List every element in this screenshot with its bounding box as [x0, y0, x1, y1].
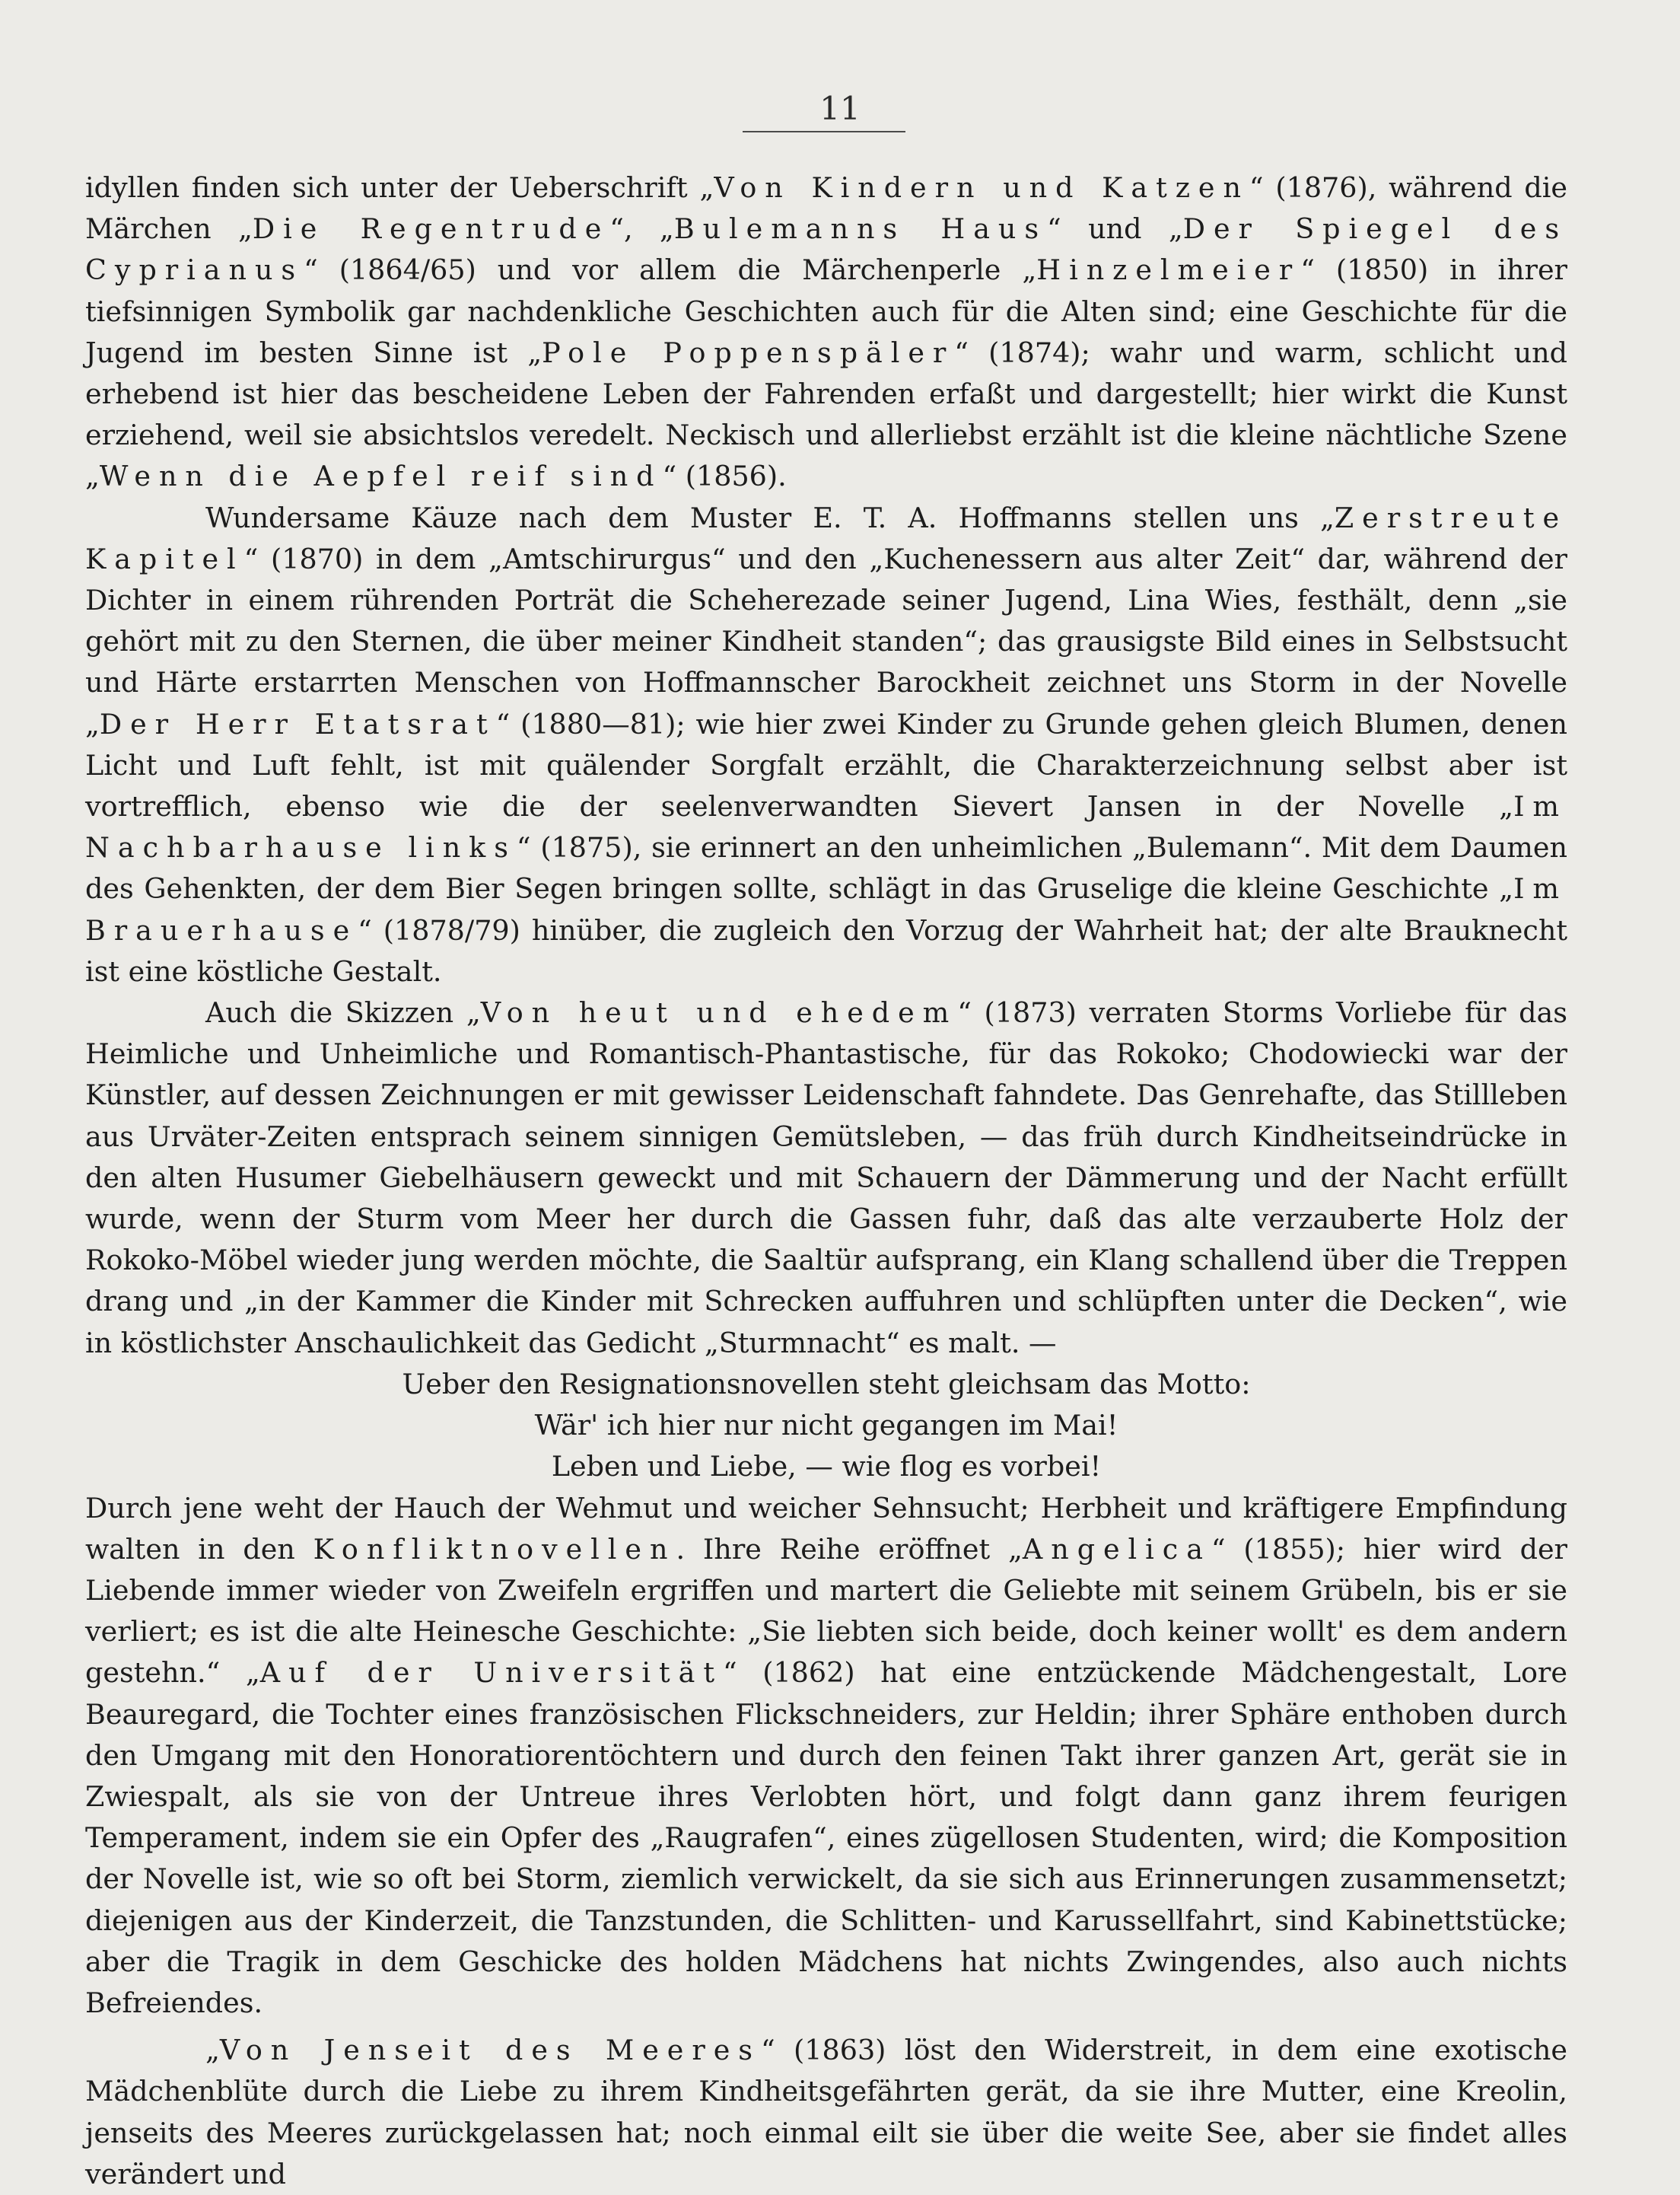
- motto-intro: Ueber den Resignationsnovellen steht gleichsam das Motto:: [402, 1367, 1251, 1400]
- paragraph: [85, 992, 1567, 1364]
- spaced-title: Der Herr Etatsrat: [99, 707, 496, 741]
- text-run: “ (1878/79) hinüber, die zugleich den Vorzug der Wahrheit hat; der alte Brauknecht ist eine köstliche Gestalt.: [85, 913, 1567, 988]
- spaced-title: Pole Poppenspäler: [542, 336, 955, 369]
- paragraph: [85, 498, 1567, 992]
- spaced-title: Bulemanns Haus: [673, 212, 1048, 246]
- motto-verse: Wär' ich hier nur nicht gegangen im Mai!: [534, 1409, 1118, 1442]
- page-number-rule: [743, 131, 905, 132]
- spaced-title: Auf der Universität: [259, 1656, 723, 1690]
- text-run: . Ihre Reihe eröffnet „: [676, 1532, 1023, 1566]
- text-run: “, „: [609, 212, 674, 246]
- spaced-title: Die Regentrude: [252, 212, 610, 246]
- page-body: [85, 167, 1567, 2195]
- text-run: “ (1876), während die Märchen „: [85, 171, 1568, 246]
- text-run: “ (1870) in dem „Amtschirurgus“ und den „Kuchenessern aus alter Zeit“ dar, während der Dichter in einem rührenden Porträt die Scheherezade seiner Jugend, Lina Wies, festhält, denn „sie gehört mit zu den Sternen, die über meiner Kindheit standen“; das grausigste Bild eines in Selbstsucht und Härte erstarrten Menschen von Hoffmannscher Barockheit zeichnet uns Storm in der Novelle „: [85, 542, 1567, 741]
- text-run: Durch jene weht der Hauch der Wehmut und weicher Sehnsucht; Herbheit und kräftigere Empfindung walten in den: [85, 1491, 1567, 1566]
- text-run: “ (1863) löst den Widerstreit, in dem eine exotische Mädchenblüte durch die Liebe zu ihrem Kindheitsgefährten gerät, da sie ihre Mutter, eine Kreolin, jenseits des Meeres zurückgelassen hat; noch einmal eilt sie über die weite See, aber sie findet alles verändert und: [85, 2034, 1567, 2190]
- text-run: “ und „: [1047, 212, 1183, 246]
- text-run: idyllen finden sich unter der Ueberschrift „: [85, 171, 714, 204]
- spaced-title: Zerstreute Kapitel: [85, 501, 1567, 575]
- text-run: “ (1874); wahr und warm, schlicht und erhebend ist hier das bescheidene Leben der Fahrenden erfaßt und dargestellt; hier wirkt die Kunst erziehend, weil sie absichtslos veredelt. Neckisch und allerliebst erzählt ist die kleine nächtliche Szene „: [85, 336, 1567, 493]
- text-run: “ (1862) hat eine entzückende Mädchengestalt, Lore Beauregard, die Tochter eines französischen Flickschneiders, zur Heldin; ihrer Sphäre enthoben durch den Umgang mit den Honoratiorentöchtern und durch den feinen Takt ihrer ganzen Art, gerät sie in Zwiespalt, als sie von der Untreue ihres Verlobten hört, und folgt dann ganz ihrem feurigen Temperament, indem sie ein Opfer des „Raugrafen“, eines zügellosen Studenten, wird; die Komposition der Novelle ist, wie so oft bei Storm, ziemlich verwickelt, da sie sich aus Erinnerungen zusammensetzt; diejenigen aus der Kinderzeit, die Tanzstunden, die Schlitten- und Karussellfahrt, sind Kabinettstücke; aber die Tragik in dem Geschicke des holden Mädchens hat nichts Zwingendes, also auch nichts Befreiendes.: [85, 1656, 1567, 2019]
- text-run: “ (1856).: [662, 460, 787, 493]
- spaced-title: Im Nachbarhause links: [85, 790, 1567, 865]
- text-run: “ (1875), sie erinnert an den unheimlichen „Bulemann“. Mit dem Daumen des Gehenkten, der dem Bier Segen bringen sollte, schlägt in das Gruselige die kleine Geschichte „: [85, 831, 1567, 906]
- spaced-title: Hinzelmeier: [1036, 253, 1301, 287]
- spaced-title: Von heut und ehedem: [480, 996, 958, 1030]
- spaced-title: Der Spiegel des Cyprianus: [85, 212, 1568, 287]
- text-run: “ (1873) verraten Storms Vorliebe für das Heimliche und Unheimliche und Romantisch-Phantastische, für das Rokoko; Chodowiecki war der Künstler, auf dessen Zeichnungen er mit gewisser Leidenschaft fahndete. Das Genrehafte, das Stillleben aus Urväter-Zeiten entsprach seinem sinnigen Gemütsleben, — das früh durch Kindheitseindrücke in den alten Husumer Giebelhäusern geweckt und mit Schauern der Dämmerung und der Nacht erfüllt wurde, wenn der Sturm vom Meer her durch die Gassen fuhr, daß das alte verzauberte Holz der Rokoko-Möbel wieder jung werden möchte, die Saaltür aufsprang, ein Klang schallend über die Treppen drang und „in der Kammer die Kinder mit Schrecken auffuhren und schlüpften unter die Decken“, wie in köstlichster Anschaulichkeit das Gedicht „Sturmnacht“ es malt. —: [85, 996, 1567, 1359]
- text-run: Auch die Skizzen „: [205, 996, 481, 1030]
- page-number: 11: [819, 90, 861, 127]
- text-run: “ (1880—81); wie hier zwei Kinder zu Grunde gehen gleich Blumen, denen Licht und Luft fehlt, ist mit quälender Sorgfalt erzählt, die Charakterzeichnung selbst aber ist vortrefflich, ebenso wie die der seelenverwandten Sievert Jansen in der Novelle „: [85, 707, 1568, 824]
- text-run: Wundersame Käuze nach dem Muster E. T. A. Hoffmanns stellen uns „: [205, 501, 1335, 534]
- spaced-title: Im Brauerhause: [85, 872, 1567, 947]
- text-run: “ (1850) in ihrer tiefsinnigen Symbolik gar nachdenkliche Geschichten auch für die Alten sind; eine Geschichte für die Jugend im besten Sinne ist „: [85, 253, 1568, 369]
- spaced-title: Von Jenseit des Meeres: [219, 2034, 761, 2067]
- motto-verse: Leben und Liebe, — wie flog es vorbei!: [551, 1450, 1102, 1483]
- text-run: “ (1855); hier wird der Liebende immer wieder von Zweifeln ergriffen und martert die Geliebte mit seinem Grübeln, bis er sie verliert; es ist die alte Heinesche Geschichte: „Sie liebten sich beide, doch keiner wollt' es dem andern gestehn.“ „: [85, 1532, 1567, 1690]
- spaced-title: Von Kindern und Katzen: [714, 171, 1249, 204]
- paragraph: [85, 167, 1567, 498]
- spaced-title: Wenn die Aepfel reif sind: [99, 460, 663, 493]
- paragraph: [85, 1488, 1567, 2025]
- text-run: “ (1864/65) und vor allem die Märchenperle „: [304, 253, 1037, 287]
- spaced-title: Konfliktnovellen: [313, 1532, 676, 1566]
- text-run: „: [205, 2034, 220, 2067]
- spaced-title: Angelica: [1022, 1532, 1211, 1566]
- paragraph: [85, 2030, 1567, 2195]
